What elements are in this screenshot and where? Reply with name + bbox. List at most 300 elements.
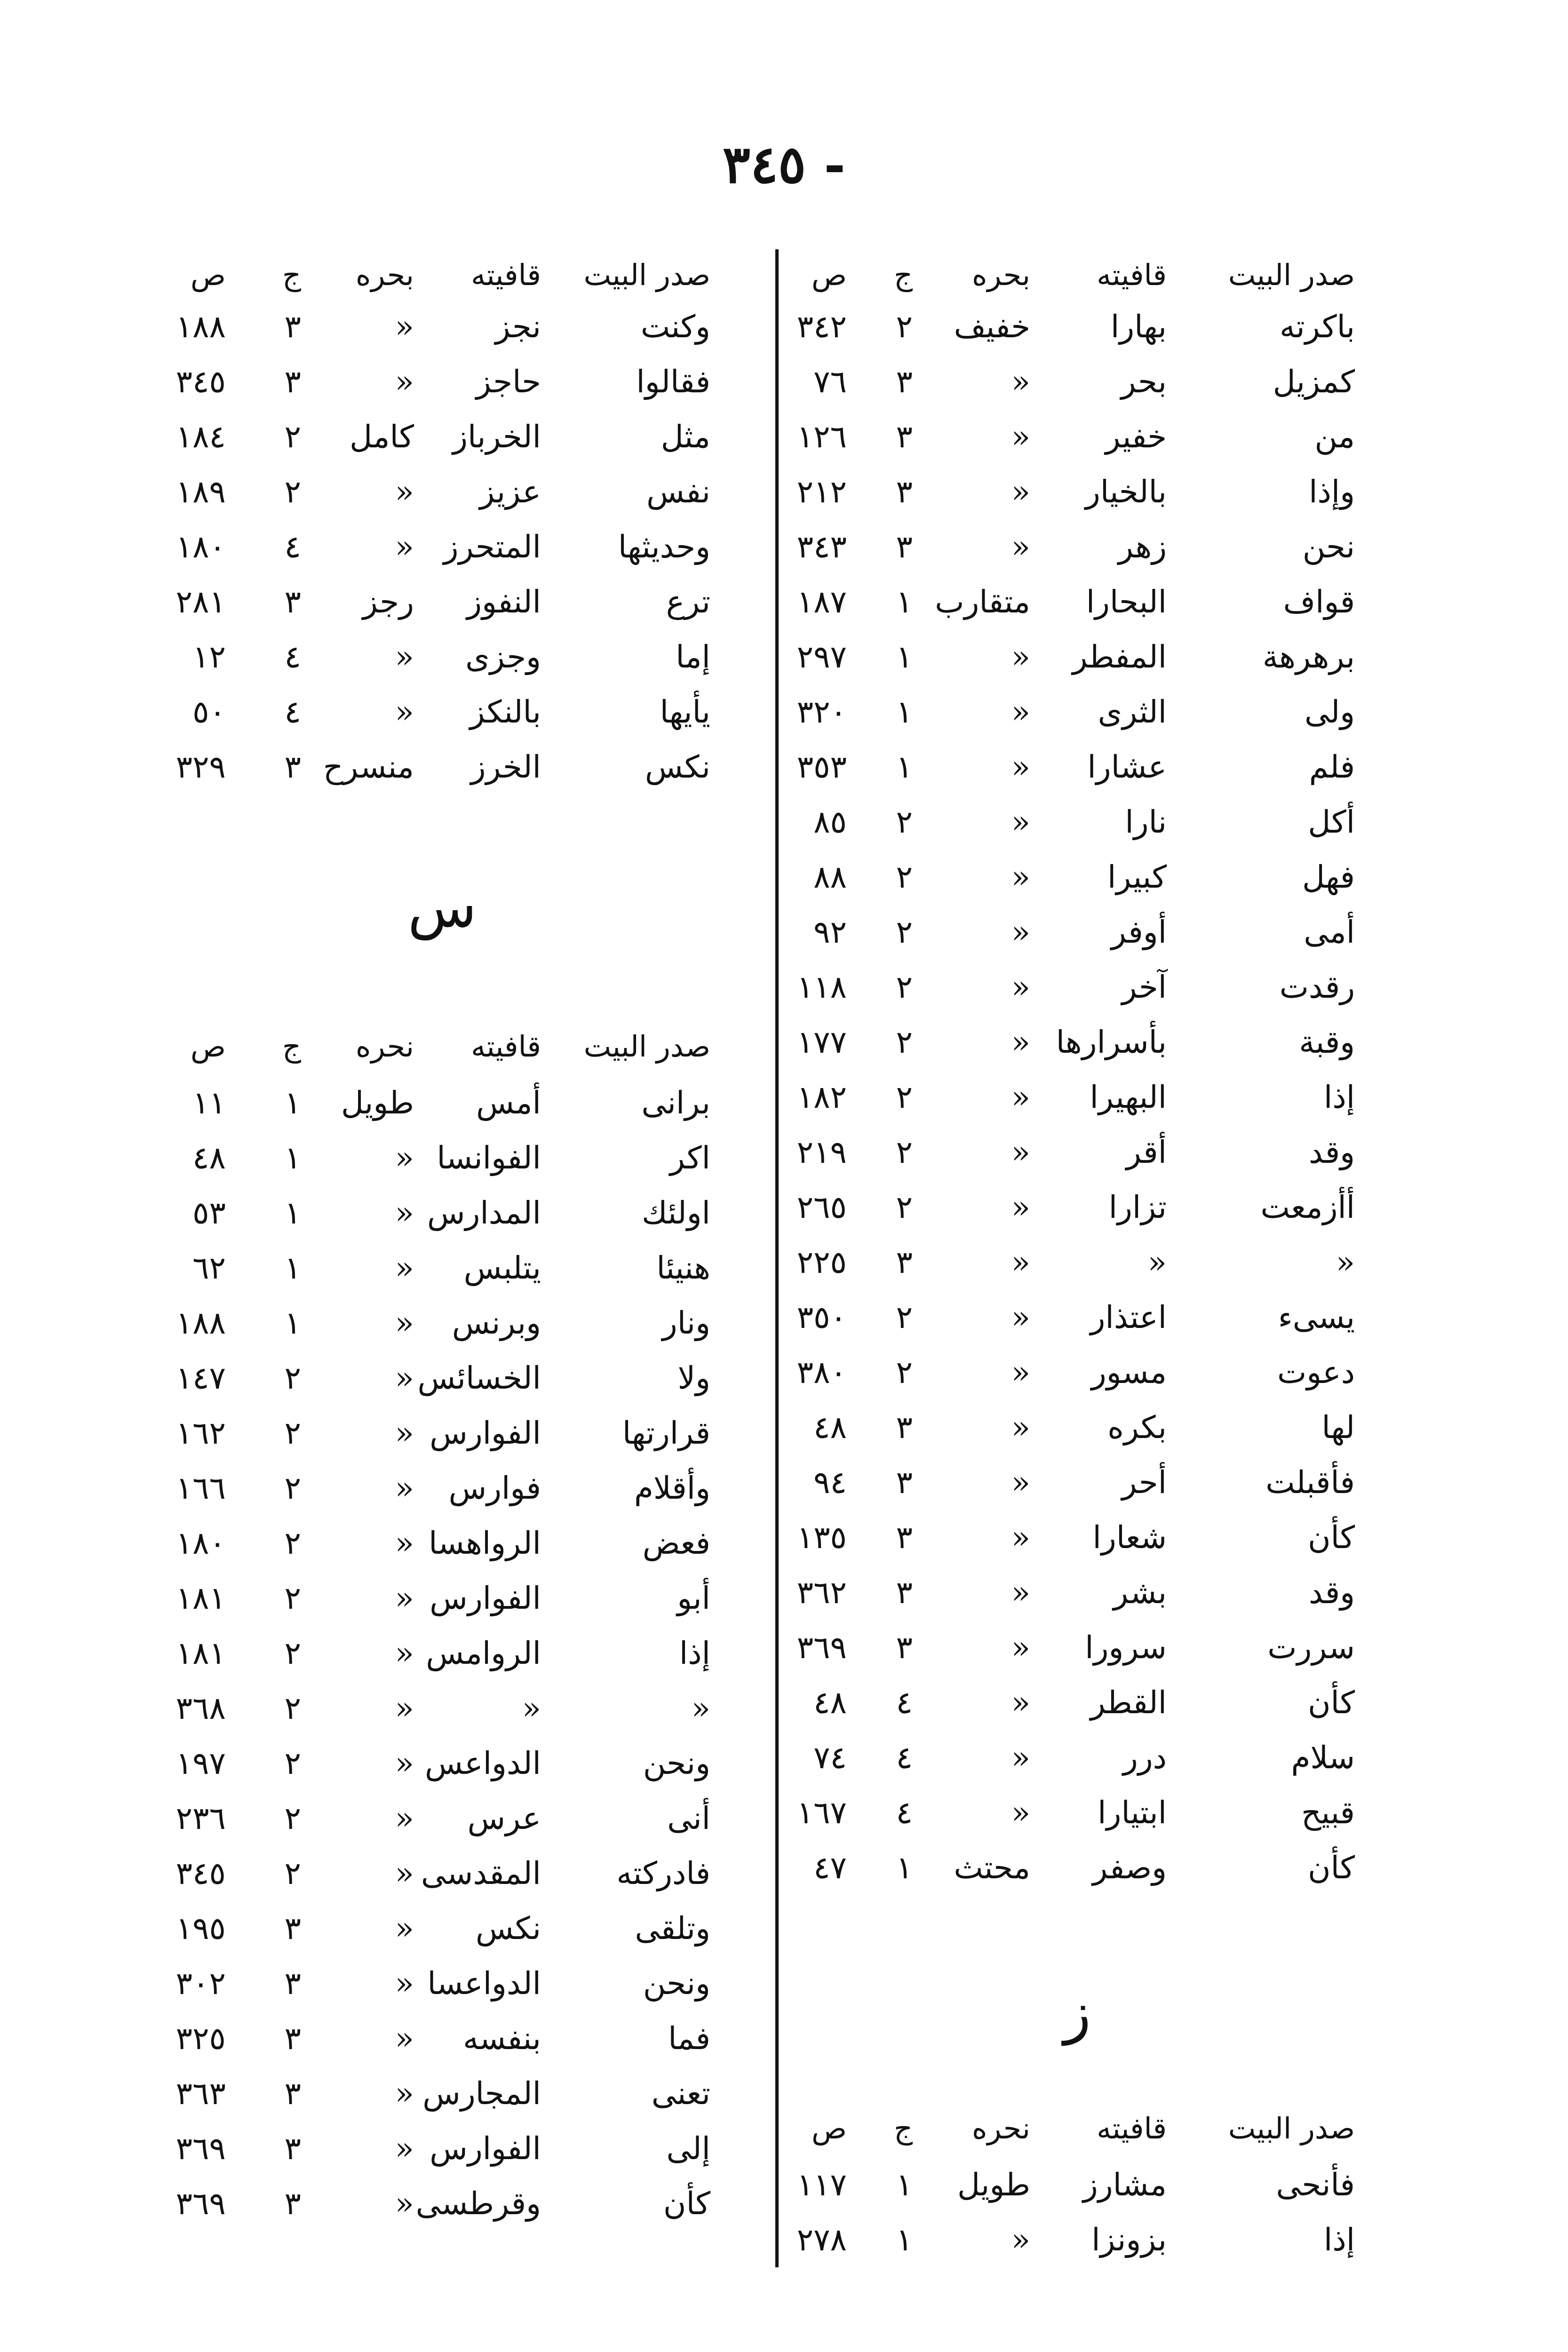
page-cell: ٢٢٥ [796, 1244, 847, 1280]
first-word-cell: ونار [662, 1305, 710, 1341]
table-row [0, 1848, 1568, 1899]
rhyme-word-cell: نارا [1125, 804, 1167, 840]
first-word-cell: فأنحى [1276, 2167, 1355, 2203]
volume-cell: ١ [896, 2167, 913, 2203]
rhyme-word-cell: أمس [476, 1085, 541, 1121]
first-word-cell: وتلقى [635, 1910, 710, 1947]
meter-cell: « [1011, 1299, 1030, 1335]
volume-cell: ٢ [284, 1745, 301, 1781]
volume-cell: ٤ [284, 639, 301, 675]
first-word-cell: أأزمعت [1260, 1189, 1355, 1225]
meter-cell: « [1011, 1354, 1030, 1391]
rhyme-word-cell: بالخيار [1085, 474, 1167, 510]
rhyme-word-cell: النفوز [467, 584, 541, 620]
header-page: ص [191, 1029, 226, 1064]
rhyme-word-cell: سرورا [1085, 1629, 1167, 1666]
first-word-cell: فقالوا [636, 364, 710, 400]
page-cell: ١٨١ [175, 1580, 226, 1616]
page-cell: ٨٨ [813, 859, 847, 895]
page-cell: ١٩٧ [175, 1745, 226, 1781]
page-cell: ٥٠ [192, 694, 226, 730]
page-cell: ٤٨ [813, 1409, 847, 1446]
first-word-cell: لها [1321, 1409, 1355, 1446]
page-cell: ٤٨ [192, 1140, 226, 1176]
volume-cell: ٣ [896, 1244, 913, 1280]
meter-cell: « [395, 1250, 414, 1286]
table-row [0, 741, 1568, 793]
meter-cell: « [395, 1580, 414, 1616]
meter-cell: « [1011, 2222, 1030, 2258]
first-word-cell: كأن [1308, 1685, 1355, 1721]
meter-cell: « [1011, 364, 1030, 400]
rhyme-word-cell: بحر [1121, 364, 1167, 400]
volume-cell: ٢ [896, 1354, 913, 1391]
first-word-cell: إذا [679, 1635, 710, 1671]
meter-cell: « [395, 1965, 414, 2002]
page-cell: ٢٧٨ [796, 2222, 847, 2258]
first-word-cell: كأن [663, 2185, 710, 2222]
first-word-cell: ترع [666, 584, 710, 620]
page-cell: ٣٤٥ [175, 364, 226, 400]
first-word-cell: أبو [677, 1580, 710, 1616]
page-cell: ٩٢ [813, 914, 847, 950]
meter-cell: محتث [954, 1850, 1030, 1886]
first-word-cell: ونحن [643, 1965, 710, 2002]
first-word-cell: يسىء [1278, 1299, 1355, 1335]
meter-cell: « [395, 1525, 414, 1561]
page-cell: ١٨٤ [175, 419, 226, 455]
rhyme-word-cell: زهر [1118, 529, 1167, 565]
volume-cell: ٤ [284, 529, 301, 565]
header-rhyme-word: قافيته [1097, 258, 1167, 292]
meter-cell: « [395, 1140, 414, 1176]
meter-cell: « [1011, 1189, 1030, 1225]
first-word-cell: فأقبلت [1266, 1464, 1355, 1501]
rhyme-word-cell: الخسائس [417, 1360, 541, 1396]
rhyme-word-cell: تزارا [1108, 1189, 1167, 1225]
page-cell: ٣٦٩ [175, 2130, 226, 2167]
rhyme-word-cell: الرواهسا [429, 1525, 541, 1561]
volume-cell: ٢ [284, 1415, 301, 1451]
meter-cell: رجز [362, 584, 414, 620]
first-word-cell: كمزيل [1273, 364, 1355, 400]
rhyme-word-cell: الفوانسا [437, 1140, 541, 1176]
volume-cell: ١ [896, 2222, 913, 2258]
volume-cell: ٣ [284, 749, 301, 785]
page-cell: ٢٣٦ [175, 1800, 226, 1836]
volume-cell: ١ [896, 639, 913, 675]
meter-cell: « [1011, 914, 1030, 950]
page-cell: ١٨٧ [796, 584, 847, 620]
table-row [0, 961, 1568, 1013]
volume-cell: ١ [896, 749, 913, 785]
rhyme-word-cell: الدواعسا [427, 1965, 541, 2002]
rhyme-word-cell: البهيرا [1090, 1079, 1167, 1115]
page-cell: ٣٢٩ [175, 749, 226, 785]
volume-cell: ٣ [896, 474, 913, 510]
table-row [0, 1077, 1568, 1129]
volume-cell: ٢ [896, 914, 913, 950]
table-row [0, 631, 1568, 683]
page-cell: ٢١٢ [796, 474, 847, 510]
first-word-cell: ولى [1305, 694, 1355, 730]
table-row [0, 1628, 1568, 1679]
first-word-cell: إذا [1323, 2222, 1355, 2258]
page-cell: ١٦٧ [796, 1795, 847, 1831]
meter-cell: « [395, 1745, 414, 1781]
header-meter: نحره [356, 1029, 414, 1064]
page-number: - ٣٤٥ [722, 134, 846, 195]
volume-cell: ٤ [896, 1795, 913, 1831]
meter-cell: « [1011, 694, 1030, 730]
page-cell: ١٦٢ [175, 1415, 226, 1451]
page-cell: ١٨٠ [175, 1525, 226, 1561]
first-word-cell: قواف [1283, 584, 1355, 620]
first-word-cell: وأقلام [634, 1470, 710, 1506]
rhyme-word-cell: فوارس [448, 1470, 541, 1506]
volume-cell: ٣ [284, 1910, 301, 1947]
rhyme-word-cell: بشر [1113, 1574, 1167, 1611]
rhyme-word-cell: عزيز [479, 474, 541, 510]
meter-cell: « [395, 1415, 414, 1451]
page-cell: ١٢٦ [796, 419, 847, 455]
page-cell: ٣٢٥ [175, 2020, 226, 2057]
volume-cell: ٢ [896, 969, 913, 1005]
volume-cell: ٣ [896, 1574, 913, 1611]
page-cell: ٣٠٢ [175, 1965, 226, 2002]
first-word-cell: نكس [645, 749, 710, 785]
rhyme-word-cell: حاجز [476, 364, 541, 400]
header-meter: نحره [972, 2111, 1030, 2145]
first-word-cell: هنيئا [656, 1250, 710, 1286]
table-row [0, 2013, 1568, 2065]
volume-cell: ٣ [284, 2075, 301, 2112]
table-row [0, 1462, 1568, 1514]
rhyme-word-cell: كبيرا [1107, 859, 1167, 895]
meter-cell: « [395, 1360, 414, 1396]
volume-cell: ٣ [284, 584, 301, 620]
rhyme-word-cell: القطر [1090, 1685, 1167, 1721]
header-meter: بحره [972, 258, 1030, 292]
rhyme-word-cell: بكره [1107, 1409, 1167, 1446]
first-word-cell: فادركته [616, 1855, 710, 1891]
header-rhyme-word: قافيته [471, 1029, 541, 1064]
table-row [0, 2178, 1568, 2230]
volume-cell: ٢ [284, 1855, 301, 1891]
volume-cell: ١ [896, 694, 913, 730]
rhyme-word-cell: وصفر [1092, 1850, 1167, 1886]
volume-cell: ٢ [284, 1470, 301, 1506]
rhyme-word-cell: نكس [476, 1910, 541, 1947]
volume-cell: ٢ [284, 1360, 301, 1396]
rhyme-word-cell: اعتذار [1090, 1299, 1167, 1335]
volume-cell: ٢ [284, 474, 301, 510]
volume-cell: ٣ [284, 1965, 301, 2002]
page-cell: ٧٦ [813, 364, 847, 400]
section-letter-sin: س [407, 875, 477, 940]
table-row [0, 2123, 1568, 2175]
rhyme-word-cell: وقرطسى [415, 2185, 541, 2222]
meter-cell: « [395, 1855, 414, 1891]
table-row [0, 1132, 1568, 1184]
page-cell: ٣٦٨ [175, 1690, 226, 1726]
page-cell: ١٨١ [175, 1635, 226, 1671]
first-word-cell: إلى [666, 2130, 710, 2167]
rhyme-word-cell: عرس [467, 1800, 541, 1836]
meter-cell: « [1011, 1134, 1030, 1170]
first-word-cell: كأن [1308, 1519, 1355, 1556]
rhyme-word-cell: درر [1122, 1740, 1167, 1776]
page-cell: ١٨٩ [175, 474, 226, 510]
header-rhyme-word: قافيته [471, 258, 541, 292]
page-cell: ١٨٢ [796, 1079, 847, 1115]
meter-cell: « [1011, 639, 1030, 675]
page-cell: ١١ [192, 1085, 226, 1121]
meter-cell: طويل [957, 2167, 1030, 2203]
rhyme-word-cell: الفوارس [430, 2130, 541, 2167]
volume-cell: ١ [896, 1850, 913, 1886]
volume-cell: ٢ [896, 1189, 913, 1225]
meter-cell: « [395, 1690, 414, 1726]
header-volume: ج [282, 258, 301, 292]
meter-cell: « [395, 2130, 414, 2167]
meter-cell: « [1011, 1024, 1030, 1060]
first-word-cell: اكر [669, 1140, 710, 1176]
page-cell: ٣٦٢ [796, 1574, 847, 1611]
first-word-cell: ونحن [643, 1745, 710, 1781]
header-first-word: صدر البيت [1228, 258, 1355, 292]
page-cell: ٣٤٣ [796, 529, 847, 565]
meter-cell: « [1011, 1629, 1030, 1666]
volume-cell: ٣ [896, 419, 913, 455]
first-word-cell: أنى [667, 1800, 710, 1836]
rhyme-word-cell: « [522, 1690, 541, 1726]
volume-cell: ٣ [284, 309, 301, 345]
header-volume: ج [893, 258, 913, 292]
volume-cell: ١ [284, 1085, 301, 1121]
volume-cell: ٢ [896, 309, 913, 345]
table-row [0, 1407, 1568, 1459]
volume-cell: ٢ [896, 1134, 913, 1170]
volume-cell: ٣ [896, 1409, 913, 1446]
volume-cell: ٢ [284, 1525, 301, 1561]
table-row [0, 1793, 1568, 1844]
meter-cell: كامل [350, 419, 414, 455]
volume-cell: ٣ [896, 1519, 913, 1556]
first-word-cell: وقبة [1299, 1024, 1355, 1060]
volume-cell: ٤ [896, 1740, 913, 1776]
rhyme-word-cell: الخرباز [453, 419, 541, 455]
table-row [0, 2068, 1568, 2120]
first-word-cell: اولئك [642, 1195, 710, 1231]
meter-cell: « [1011, 749, 1030, 785]
meter-cell: خفيف [954, 309, 1030, 345]
volume-cell: ٢ [284, 1800, 301, 1836]
first-word-cell: فهل [1302, 859, 1355, 895]
table-row [0, 301, 1568, 353]
first-word-cell: رقدت [1279, 969, 1355, 1005]
table-row [0, 1573, 1568, 1624]
volume-cell: ٢ [284, 1635, 301, 1671]
rhyme-word-cell: الدواعس [425, 1745, 541, 1781]
first-word-cell: وقد [1308, 1574, 1355, 1611]
meter-cell: « [1011, 1795, 1030, 1831]
meter-cell: « [395, 1910, 414, 1947]
first-word-cell: يأيها [660, 694, 710, 730]
first-word-cell: أكل [1308, 804, 1355, 840]
page-cell: ٣٦٩ [175, 2185, 226, 2222]
first-word-cell: قبيح [1301, 1795, 1355, 1831]
table-row [0, 576, 1568, 628]
meter-cell: « [395, 309, 414, 345]
first-word-cell: برهرهة [1262, 639, 1355, 675]
meter-cell: « [1011, 1519, 1030, 1556]
rhyme-word-cell: المتحرز [443, 529, 541, 565]
table-row [0, 1903, 1568, 1955]
volume-cell: ٢ [896, 1079, 913, 1115]
rhyme-word-cell: بأسرارها [1056, 1024, 1167, 1060]
first-word-cell: نحن [1302, 529, 1355, 565]
page-cell: ١٦٦ [175, 1470, 226, 1506]
volume-cell: ٣ [284, 2020, 301, 2057]
rhyme-word-cell: مسور [1091, 1354, 1167, 1391]
header-meter: بحره [356, 258, 414, 292]
volume-cell: ٢ [896, 804, 913, 840]
table-row [0, 796, 1568, 848]
volume-cell: ٣ [284, 2185, 301, 2222]
rhyme-word-cell: مشارز [1082, 2167, 1167, 2203]
meter-cell: منسرح [323, 749, 414, 785]
rhyme-word-cell: الروامس [426, 1635, 541, 1671]
page-cell: ٤٨ [813, 1685, 847, 1721]
volume-cell: ٣ [896, 1629, 913, 1666]
rhyme-word-cell: المفطر [1072, 639, 1167, 675]
meter-cell: « [1011, 1574, 1030, 1611]
table-row [0, 851, 1568, 903]
page-cell: ٧٤ [813, 1740, 847, 1776]
rhyme-word-cell: الفوارس [430, 1580, 541, 1616]
header-first-word: صدر البيت [1228, 2111, 1355, 2145]
page-cell: ٣٦٣ [175, 2075, 226, 2112]
table-row [0, 1683, 1568, 1734]
table-row [0, 1518, 1568, 1569]
meter-cell: « [1011, 1685, 1030, 1721]
rhyme-word-cell: « [1147, 1244, 1167, 1280]
page-cell: ١٧٧ [796, 1024, 847, 1060]
meter-cell: « [395, 639, 414, 675]
volume-cell: ٣ [284, 2130, 301, 2167]
meter-cell: « [1011, 1740, 1030, 1776]
first-word-cell: فلم [1309, 749, 1355, 785]
first-word-cell: قرارتها [622, 1415, 710, 1451]
volume-cell: ٢ [284, 1580, 301, 1616]
rhyme-word-cell: الثرى [1098, 694, 1167, 730]
first-word-cell: مثل [661, 419, 710, 455]
page-cell: ١٣٥ [796, 1519, 847, 1556]
meter-cell: « [395, 1195, 414, 1231]
meter-cell: « [395, 694, 414, 730]
page-cell: ٢٩٧ [796, 639, 847, 675]
header-first-word: صدر البيت [583, 1029, 710, 1064]
table-row [0, 1738, 1568, 1789]
volume-cell: ٣ [896, 1464, 913, 1501]
page-cell: ١٨٨ [175, 1305, 226, 1341]
first-word-cell: باكرته [1279, 309, 1355, 345]
meter-cell: « [1011, 1409, 1030, 1446]
table-row [0, 466, 1568, 518]
header-page: ص [812, 2111, 847, 2145]
rhyme-word-cell: وجزى [465, 639, 541, 675]
volume-cell: ١ [284, 1195, 301, 1231]
table-row [0, 521, 1568, 573]
meter-cell: « [1011, 969, 1030, 1005]
volume-cell: ٤ [284, 694, 301, 730]
page-cell: ١٤٧ [175, 1360, 226, 1396]
page-cell: ٣٤٢ [796, 309, 847, 345]
rhyme-word-cell: آخر [1122, 969, 1167, 1005]
volume-cell: ٣ [284, 364, 301, 400]
meter-cell: « [1011, 419, 1030, 455]
meter-cell: « [395, 2185, 414, 2222]
page-cell: ٨٥ [813, 804, 847, 840]
page-cell: ١١٧ [796, 2167, 847, 2203]
first-word-cell: برانى [641, 1085, 710, 1121]
volume-cell: ٢ [896, 1024, 913, 1060]
rhyme-word-cell: يتلبس [463, 1250, 541, 1286]
page-cell: ٢٦٥ [796, 1189, 847, 1225]
volume-cell: ٢ [896, 859, 913, 895]
rhyme-word-cell: المجارس [422, 2075, 541, 2112]
meter-cell: « [395, 2020, 414, 2057]
rhyme-word-cell: ابتيارا [1098, 1795, 1167, 1831]
first-word-cell: تعنى [651, 2075, 710, 2112]
first-word-cell: وكنت [640, 309, 710, 345]
volume-cell: ٢ [284, 419, 301, 455]
meter-cell: « [1011, 1464, 1030, 1501]
table-row [0, 1958, 1568, 2010]
meter-cell: « [1011, 859, 1030, 895]
first-word-cell: نفس [646, 474, 710, 510]
meter-cell: « [395, 1305, 414, 1341]
table-row [0, 1297, 1568, 1349]
meter-cell: « [1011, 1244, 1030, 1280]
rhyme-word-cell: أقر [1126, 1134, 1167, 1170]
first-word-cell: سلام [1291, 1740, 1355, 1776]
meter-cell: طويل [341, 1085, 414, 1121]
table-row [0, 356, 1568, 408]
page-cell: ٦٢ [192, 1250, 226, 1286]
rhyme-word-cell: خفير [1105, 419, 1167, 455]
page-cell: ٢٨١ [175, 584, 226, 620]
rhyme-word-cell: الفوارس [430, 1415, 541, 1451]
rhyme-word-cell: أحر [1122, 1464, 1167, 1501]
header-page: ص [191, 258, 226, 292]
page-cell: ٢١٩ [796, 1134, 847, 1170]
section-letter-zay: ز [1064, 1980, 1091, 2046]
first-word-cell: فعض [642, 1525, 710, 1561]
page-cell: ١٩٥ [175, 1910, 226, 1947]
meter-cell: متقارب [935, 584, 1030, 620]
rhyme-word-cell: بهارا [1110, 309, 1167, 345]
table-row [0, 411, 1568, 463]
volume-cell: ١ [284, 1250, 301, 1286]
page-cell: ٥٣ [192, 1195, 226, 1231]
first-word-cell: إذا [1323, 1079, 1355, 1115]
volume-cell: ١ [896, 584, 913, 620]
page-cell: ٣٤٥ [175, 1855, 226, 1891]
meter-cell: « [395, 1470, 414, 1506]
left-sin-header-row [0, 1021, 1568, 1073]
